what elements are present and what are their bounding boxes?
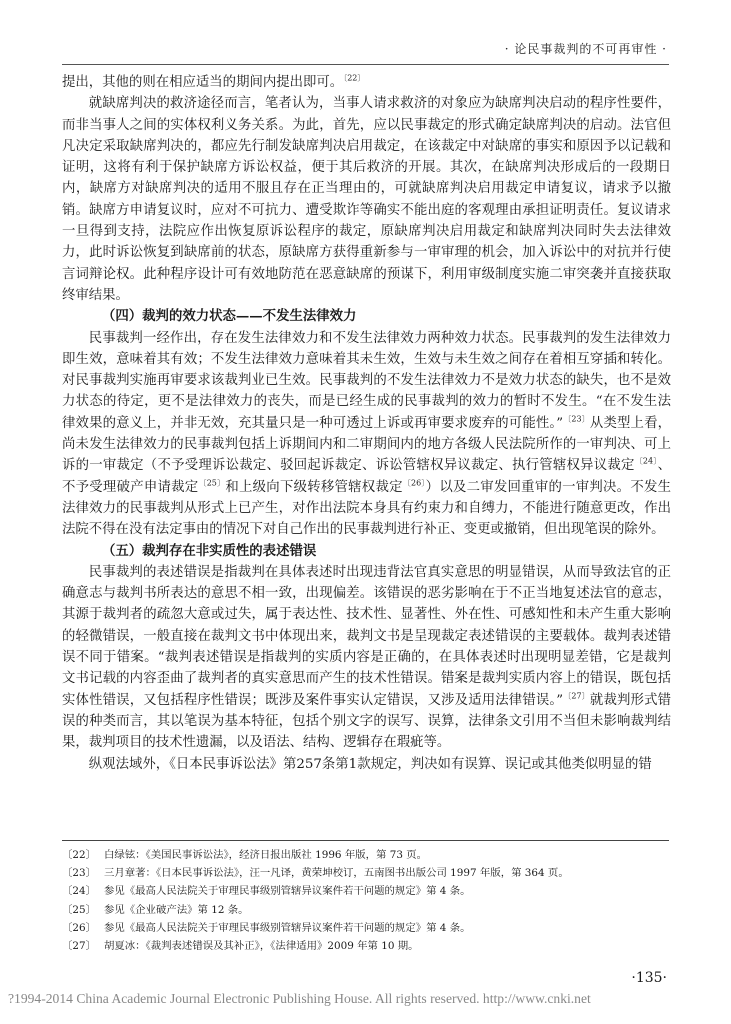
- footnotes: [62, 846, 671, 955]
- footnote: [62, 937, 671, 955]
- footnote-number: 〔23〕: [62, 867, 97, 880]
- article-body: [62, 72, 671, 775]
- footnote-ref: 〔24〕: [634, 456, 658, 466]
- footnote: [62, 901, 671, 919]
- paragraph-text: 、不予受理破产申请裁定: [62, 458, 671, 495]
- footnote-text: 参见《企业破产法》第 12 条。: [104, 903, 249, 916]
- footnote: [62, 846, 671, 864]
- paragraph-text: ）以及二审发回重审的一审判决。不发生法律效力的民事裁判从形式上已产生，对作出法院本身具有约束力和自缚力，不能进行随意更改，作出法院不得在没有法定事由的情况下对自己作出的民事裁判进行补正、变更或撤销，但出现笔误的除外。: [62, 479, 671, 538]
- paragraph-text: 民事裁判的表述错误是指裁判在具体表述时出现违背法官真实意思的明显错误，从而导致法官的正确意志与裁判书所表达的意思不相一致，出现偏差。该错误的恶劣影响在于不正当地复述法官的意志，其源于裁判者的疏忽大意或过失，属于表达性、技术性、显著性、外在性、可感知性和未产生重大影响的轻微错误，一般直接在裁判文书中体现出来，裁判文书是呈现裁定表述错误的主要载体。裁判表述错误不同于错案。“裁判表述错误是指裁判的实质内容是正确的，在具体表述时出现明显差错，它是裁判文书记载的内容歪曲了裁判者的真实意思而产生的技术性错误。错案是裁判实质内容上的错误，既包括实体性错误，又包括程序性错误；既涉及案件事实认定错误，又涉及适用法律错误。”: [62, 564, 671, 708]
- paragraph-5: 纵观法域外，《日本民事诉讼法》第257条第1款规定，判决如有误算、误记或其他类似明显的错: [88, 756, 652, 772]
- footnote-ref: 〔22〕: [343, 73, 366, 83]
- paragraph-text: 提出，其他的则在相应适当的期间内提出即可。: [62, 75, 344, 90]
- paragraph-text: 民事裁判一经作出，存在发生法律效力和不发生法律效力两种效力状态。民事裁判的发生法律效力即生效，意味着其有效；不发生法律效力意味着其未生效，生效与未生效之间存在着相互穿插和转化。对民事裁判实施再审要求该裁判业已生效。民事裁判的不发生法律效力不是效力状态的缺失，也不是效力状态的待定，更不是法律效力的丧失，而是已经生成的民事裁判的效力的暂时不发生。“在不发生法律效果的意义上，并非无效，充其量只是一种可透过上诉或再审要求废弃的可能性。”: [62, 330, 671, 431]
- footnote-number: 〔26〕: [62, 921, 97, 934]
- footnote-text: 三月章著：《日本民事诉讼法》，汪一凡译，黄荣坤校订，五南图书出版公司 1997 年版，第 364 页。: [104, 867, 569, 880]
- footnote-text: 胡夏冰：《裁判表述错误及其补正》，《法律适用》2009 年第 10 期。: [104, 940, 419, 953]
- footnote: [62, 864, 671, 882]
- footnote-number: 〔27〕: [62, 940, 97, 953]
- footnote-ref: 〔23〕: [563, 414, 590, 424]
- paragraph-3: [62, 328, 671, 541]
- paragraph-4: [62, 562, 671, 754]
- footnote-rule: [62, 840, 669, 841]
- paragraph-2: 就缺席判决的救济途径而言，笔者认为，当事人请求救济的对象应为缺席判决启动的程序性要件，而非当事人之间的实体权利义务关系。为此，首先，应以民事裁定的形式确定缺席判决的启动。法官但凡决定采取缺席判决的，都应先行制发缺席判决启用裁定，在该裁定中对缺席的事实和原因予以记载和证明，这将有利于保护缺席方诉讼权益，便于其后救济的开展。其次，在缺席判决形成后的一段期日内，缺席方对缺席判决的适用不服且存在正当理由的，可就缺席判决启用裁定申请复议，请求予以撤销。缺席方申请复议时，应对不可抗力、遭受欺诈等确实不能出庭的客观理由承担证明责任。复议请求一旦得到支持，法院应作出恢复原诉讼程序的裁定，原缺席判决启用裁定和缺席判决同时失去法律效力，此时诉讼恢复到缺席前的状态，原缺席方获得重新参与一审审理的机会，加入诉讼中的对抗并行使言词辩论权。此种程序设计可有效地防范在恶意缺席的预谋下，利用审级制度实施二审突袭并直接获取终审结果。: [62, 96, 671, 303]
- footnote-ref: 〔26〕: [402, 478, 426, 488]
- footnote-ref: 〔25〕: [198, 478, 226, 488]
- page-number: ·135·: [631, 970, 667, 986]
- paragraph-text: 就裁判形式错误的种类而言，其以笔误为基本特征，包括个别文字的误写、误算，法律条文引用不当但未影响裁判结果，裁判项目的技术性遗漏，以及语法、结构、逻辑存在瑕疵等。: [62, 692, 671, 751]
- footnote: [62, 882, 671, 900]
- section-heading-5: （五）裁判存在非实质性的表述错误: [102, 542, 317, 559]
- paragraph-text: 从类型上看，尚未发生法律效力的民事裁判包括上诉期间内和二审期间内的地方各级人民法院所作的一审判决、可上诉的一审裁定（不予受理诉讼裁定、驳回起诉裁定、诉讼管辖权异议裁定、执行管辖权异议裁定: [62, 415, 671, 474]
- footnote-text: 参见《最高人民法院关于审理民事级别管辖异议案件若干问题的规定》第 4 条。: [104, 885, 471, 898]
- header-rule: [62, 64, 669, 65]
- section-heading-4: （四）裁判的效力状态——不发生法律效力: [102, 308, 357, 325]
- copyright-watermark: ?1994-2014 China Academic Journal Electronic Publishing House. All rights reserved. http://www.cnki.net: [8, 991, 591, 1006]
- paragraph-text: 和上级向下级转移管辖权裁定: [225, 479, 403, 495]
- footnote-ref: 〔27〕: [563, 691, 590, 701]
- footnote-number: 〔25〕: [62, 903, 97, 916]
- footnote-text: 参见《最高人民法院关于审理民事级别管辖异议案件若干问题的规定》第 4 条。: [104, 921, 471, 934]
- footnote-number: 〔24〕: [62, 885, 97, 898]
- footnote-number: 〔22〕: [62, 849, 97, 861]
- footnote: [62, 919, 671, 937]
- paragraph-1: [62, 72, 671, 93]
- footnote-text: 白绿铉：《美国民事诉讼法》，经济日报出版社 1996 年版，第 73 页。: [104, 849, 428, 861]
- running-title: · 论民事裁判的不可再审性 ·: [504, 42, 667, 56]
